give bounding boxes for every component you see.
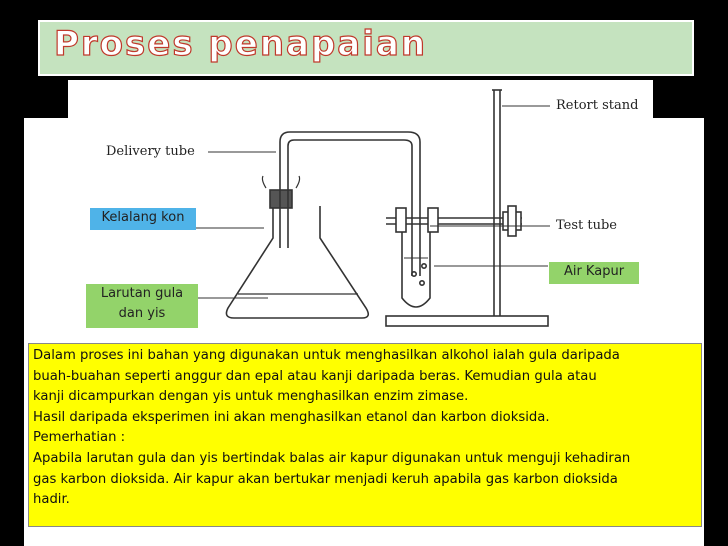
conical-flask — [226, 206, 368, 318]
callout-kelalang-kon — [90, 208, 196, 230]
callout-larutan-gula-line2: dan yis — [118, 306, 166, 321]
slide-title: Proses penapaian — [54, 24, 428, 64]
description-line: Apabila larutan gula dan yis bertindak balas air kapur digunakan untuk menguji kehadiran — [33, 450, 631, 466]
callout-larutan-gula-line1: Larutan gula — [100, 286, 184, 301]
description-line: hadir. — [33, 492, 70, 508]
retort-stand-base — [386, 316, 548, 326]
description-line: gas karbon dioksida. Air kapur akan bertukar menjadi keruh apabila gas karbon dioksida — [33, 471, 618, 487]
description-line: Dalam proses ini bahan yang digunakan untuk menghasilkan alkohol ialah gula daripada — [33, 348, 620, 363]
description-textbox — [28, 343, 702, 527]
description-line: Pemerhatian : — [33, 430, 126, 446]
title-bar — [38, 20, 694, 76]
description-line: Hasil daripada eksperimen ini akan menghasilkan etanol dan karbon dioksida. — [33, 409, 550, 425]
callout-air-kapur — [549, 262, 639, 284]
description-line: kanji dicampurkan dengan yis untuk menghasilkan enzim zimase. — [33, 389, 469, 405]
retort-stand-rod — [494, 90, 500, 316]
delivery-tube — [280, 132, 420, 276]
label-test-tube: Test tube — [556, 218, 617, 233]
slide-frame-left — [0, 0, 24, 546]
callout-larutan-gula — [86, 284, 198, 328]
callout-air-kapur-text: Air Kapur — [563, 264, 625, 279]
label-delivery-tube: Delivery tube — [106, 144, 195, 159]
slide-frame-right — [704, 0, 728, 546]
description-line: buah-buahan seperti anggur dan epal atau kanji daripada beras. Kemudian gula atau — [33, 368, 597, 384]
label-retort-stand: Retort stand — [556, 98, 639, 113]
callout-kelalang-kon-text: Kelalang kon — [101, 210, 185, 225]
